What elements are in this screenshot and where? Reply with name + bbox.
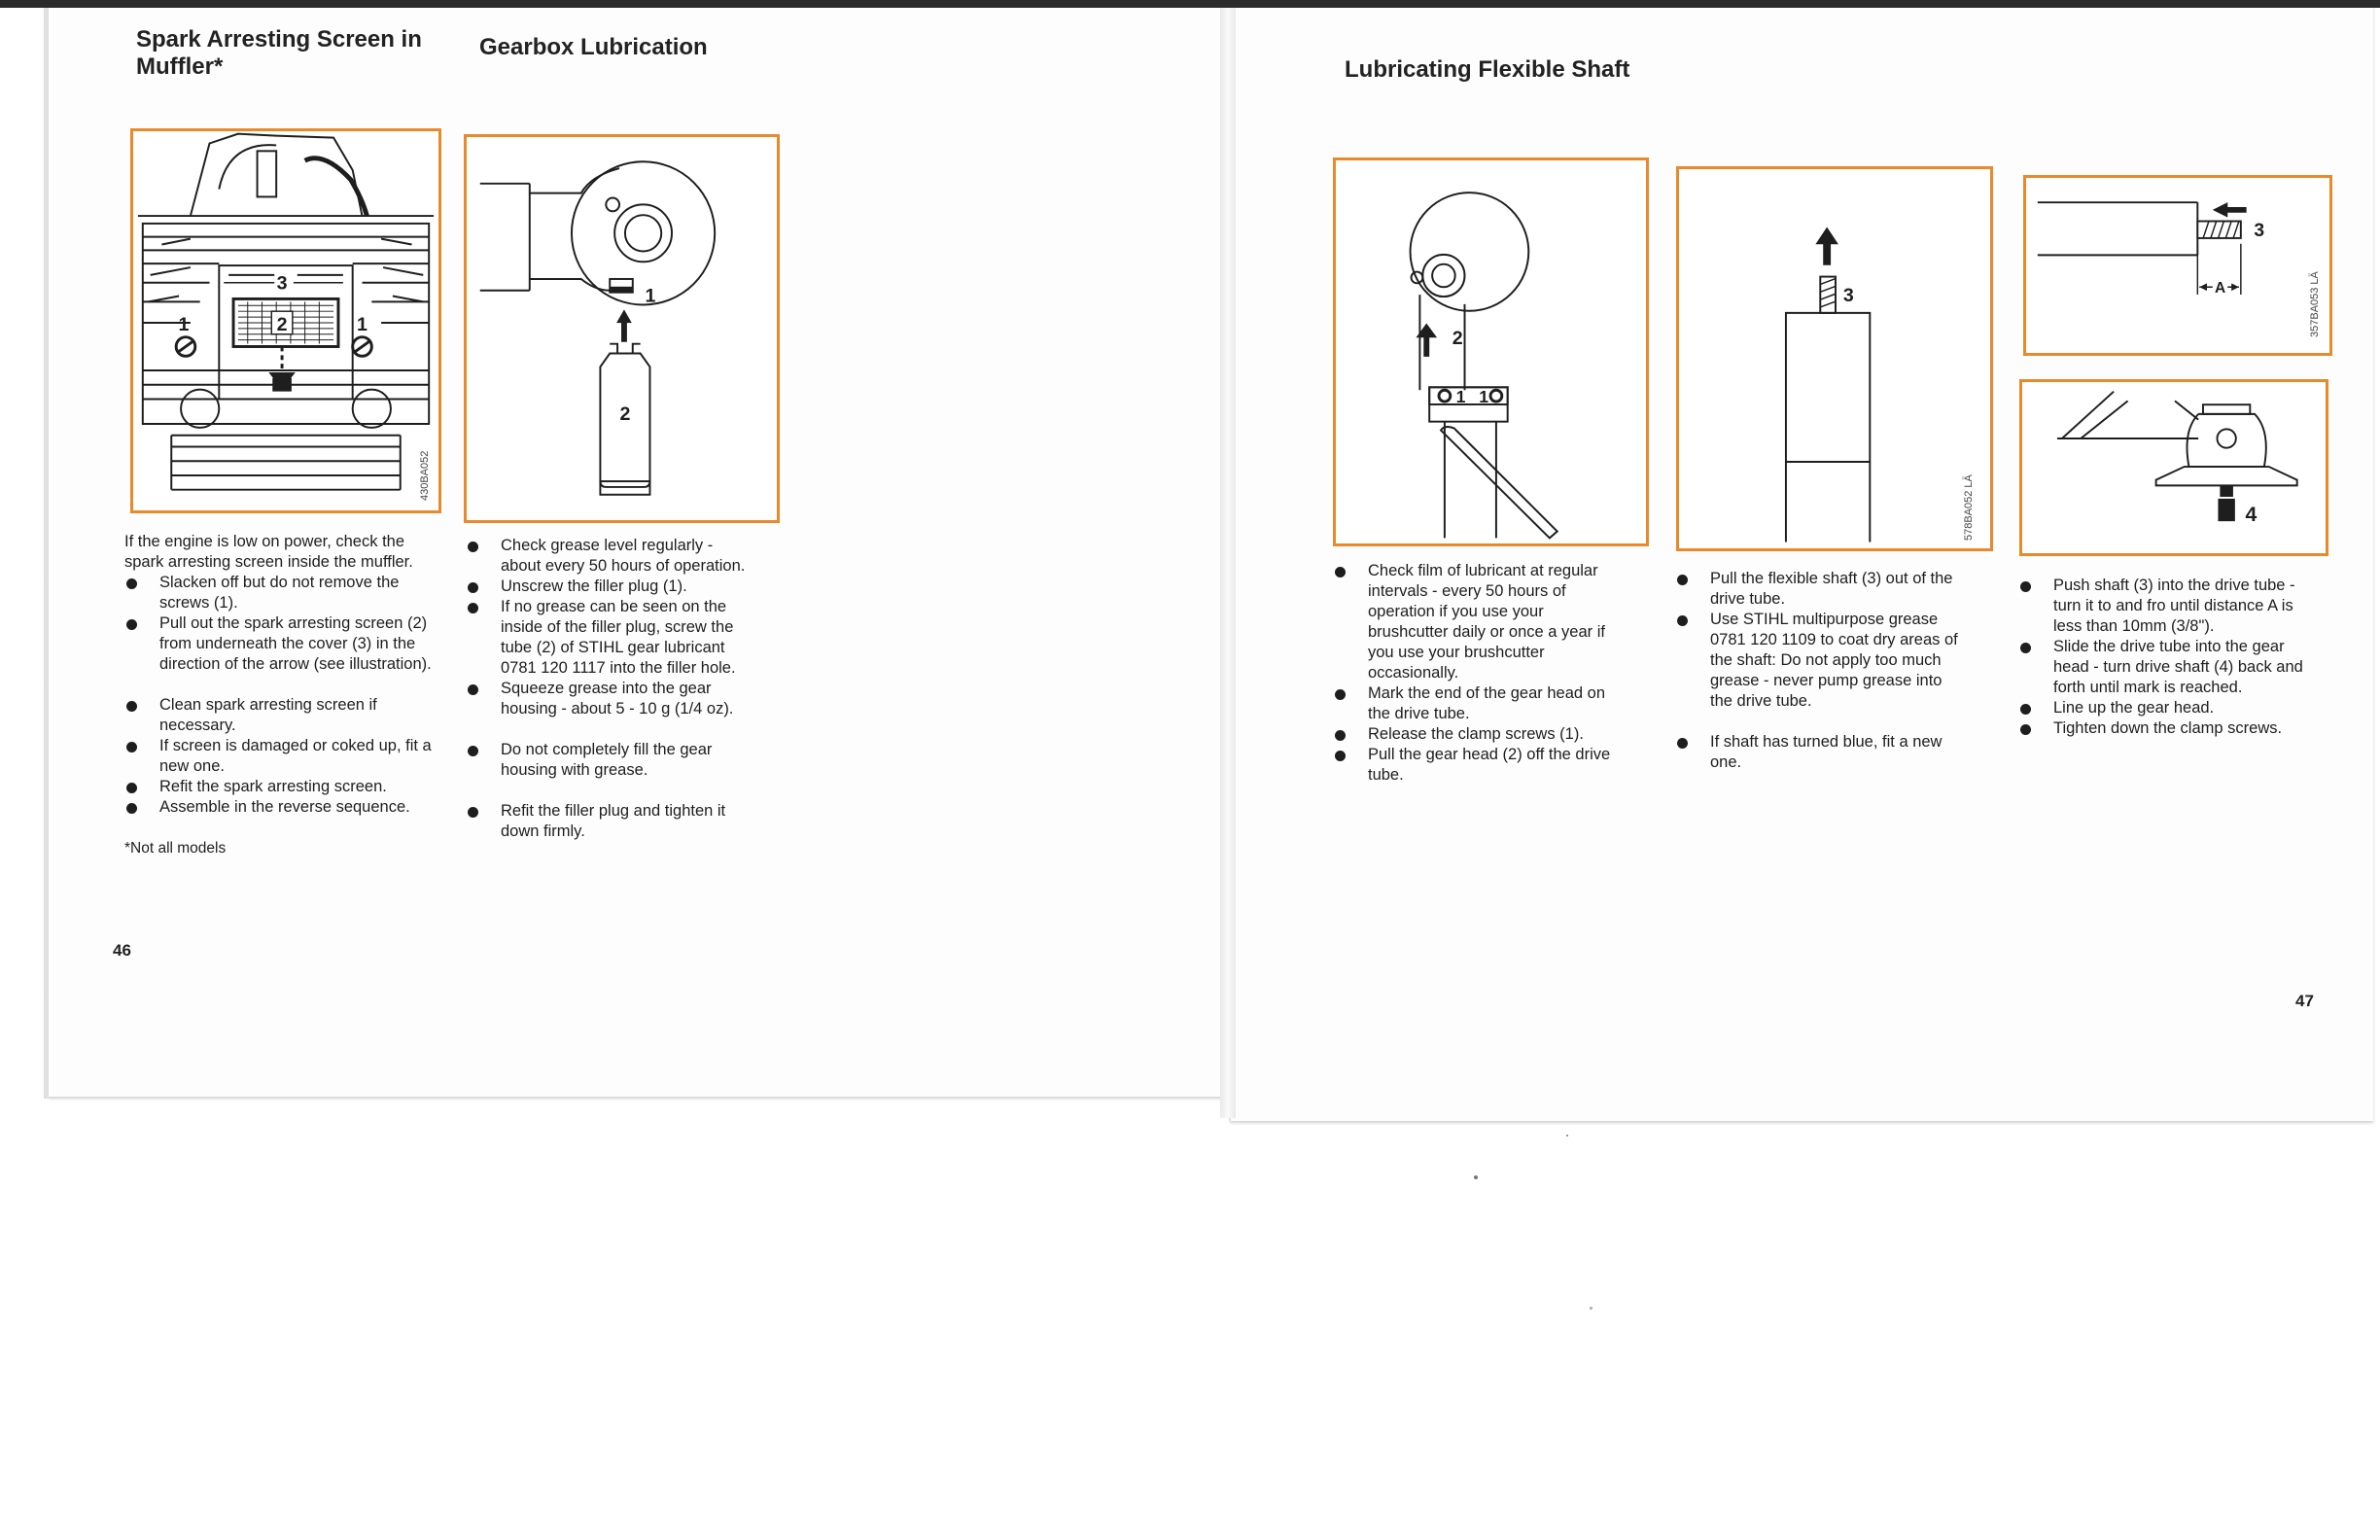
scan-top-edge — [0, 0, 2380, 8]
callout-filler-plug-1: 1 — [645, 285, 656, 307]
gearbox-instructions — [466, 536, 757, 842]
callout-screw-1-left: 1 — [178, 313, 190, 335]
gearbox-figure — [464, 134, 780, 523]
distance-a-figure — [2023, 175, 2332, 356]
muffler-illustration — [133, 131, 438, 510]
distance-a-figure-code: 357BA053 LÄ — [2309, 271, 2321, 337]
gear-head-illustration — [1336, 160, 1646, 543]
callout-grease-tube-2: 2 — [619, 403, 631, 426]
callout-screen-2: 2 — [276, 313, 288, 335]
callout-distance-a: A — [2214, 280, 2226, 298]
callout-cover-3: 3 — [276, 272, 288, 295]
shaft-step: Use STIHL multipurpose grease 0781 120 1109 to coat dry areas of the shaft: Do not apply too much grease - never pump grease into the drive tube. — [1675, 610, 1967, 712]
callout-gear-head-2: 2 — [1452, 328, 1463, 350]
spark-step: Refit the spark arresting screen. — [124, 777, 436, 797]
drive-shaft-illustration — [2022, 382, 2326, 553]
gearbox-lubrication-title: Gearbox Lubrication — [479, 34, 708, 60]
distance-a-illustration — [2026, 178, 2329, 353]
callout-clamp-screw-1-left: 1 — [1455, 387, 1466, 407]
gearbox-step: Check grease level regularly - about every 50 hours of operation. — [466, 536, 757, 577]
shaft-step: Mark the end of the gear head on the drive tube. — [1333, 683, 1625, 724]
spark-step: Slacken off but do not remove the screws (1). — [124, 573, 436, 613]
scan-speck — [1590, 1307, 1592, 1310]
spark-intro: If the engine is low on power, check the spark arresting screen inside the muffler. — [124, 533, 413, 571]
spark-step: Clean spark arresting screen if necessary. — [124, 695, 436, 736]
callout-shaft-3: 3 — [2254, 220, 2265, 241]
spark-step: Pull out the spark arresting screen (2) from underneath the cover (3) in the direction of the arrow (see illustration). — [124, 613, 436, 675]
shaft-step: Tighten down the clamp screws. — [2018, 718, 2320, 739]
spark-step: If screen is damaged or coked up, fit a new one. — [124, 736, 436, 777]
scan-speck — [1474, 1175, 1478, 1179]
shaft-col1-instructions — [1333, 561, 1625, 786]
shaft-col3-instructions — [2018, 576, 2320, 739]
shaft-step: Pull the flexible shaft (3) out of the drive tube. — [1675, 569, 1967, 610]
gearbox-illustration — [467, 137, 777, 520]
pull-shaft-figure — [1676, 166, 1993, 551]
spark-step: Assemble in the reverse sequence. — [124, 797, 436, 818]
shaft-step: Check film of lubricant at regular intervals - every 50 hours of operation if you use your brushcutter daily or once a year if you use your brushcutter occasionally. — [1333, 561, 1625, 683]
shaft-step: Line up the gear head. — [2018, 698, 2320, 718]
shaft-col2-instructions — [1675, 569, 1967, 773]
shaft-step: Push shaft (3) into the drive tube - turn it to and fro until distance A is less than 10mm (3/8"). — [2018, 576, 2320, 637]
gearbox-step: Unscrew the filler plug (1). — [466, 577, 757, 597]
callout-flexible-shaft-3: 3 — [1842, 285, 1854, 307]
drive-shaft-figure — [2019, 379, 2328, 556]
gear-head-figure — [1333, 158, 1649, 546]
spark-footnote: *Not all models — [124, 840, 227, 857]
shaft-step: Release the clamp screws (1). — [1333, 724, 1625, 745]
page-number-right: 47 — [2295, 992, 2314, 1010]
callout-screw-1-right: 1 — [357, 313, 368, 335]
page-number-left: 46 — [113, 941, 131, 960]
spark-screen-title: Spark Arresting Screen in Muffler* — [136, 26, 422, 80]
pull-shaft-figure-code: 578BA052 LÄ — [1963, 474, 1975, 541]
book-spine — [1220, 0, 1236, 1118]
spark-figure-code: 430BA052 — [419, 450, 431, 501]
callout-drive-shaft-4: 4 — [2245, 503, 2258, 527]
gearbox-step: Refit the filler plug and tighten it down firmly. — [466, 801, 757, 842]
gearbox-step: Squeeze grease into the gear housing - about 5 - 10 g (1/4 oz). — [466, 679, 757, 719]
callout-clamp-screw-1-right: 1 — [1479, 387, 1489, 407]
gearbox-step: If no grease can be seen on the inside of the filler plug, screw the tube (2) of STIHL gear lubricant 0781 120 1117 into the filler hole. — [466, 597, 757, 679]
flexible-shaft-title: Lubricating Flexible Shaft — [1345, 56, 1630, 83]
spark-instructions — [124, 532, 436, 858]
spark-screen-figure — [130, 128, 441, 513]
scan-speck — [1566, 1135, 1568, 1137]
shaft-step: Slide the drive tube into the gear head - turn drive shaft (4) back and forth until mark is reached. — [2018, 637, 2320, 698]
shaft-step: Pull the gear head (2) off the drive tube. — [1333, 745, 1625, 786]
gearbox-step: Do not completely fill the gear housing with grease. — [466, 740, 757, 781]
shaft-step: If shaft has turned blue, fit a new one. — [1675, 732, 1967, 773]
pull-shaft-illustration — [1679, 169, 1990, 548]
